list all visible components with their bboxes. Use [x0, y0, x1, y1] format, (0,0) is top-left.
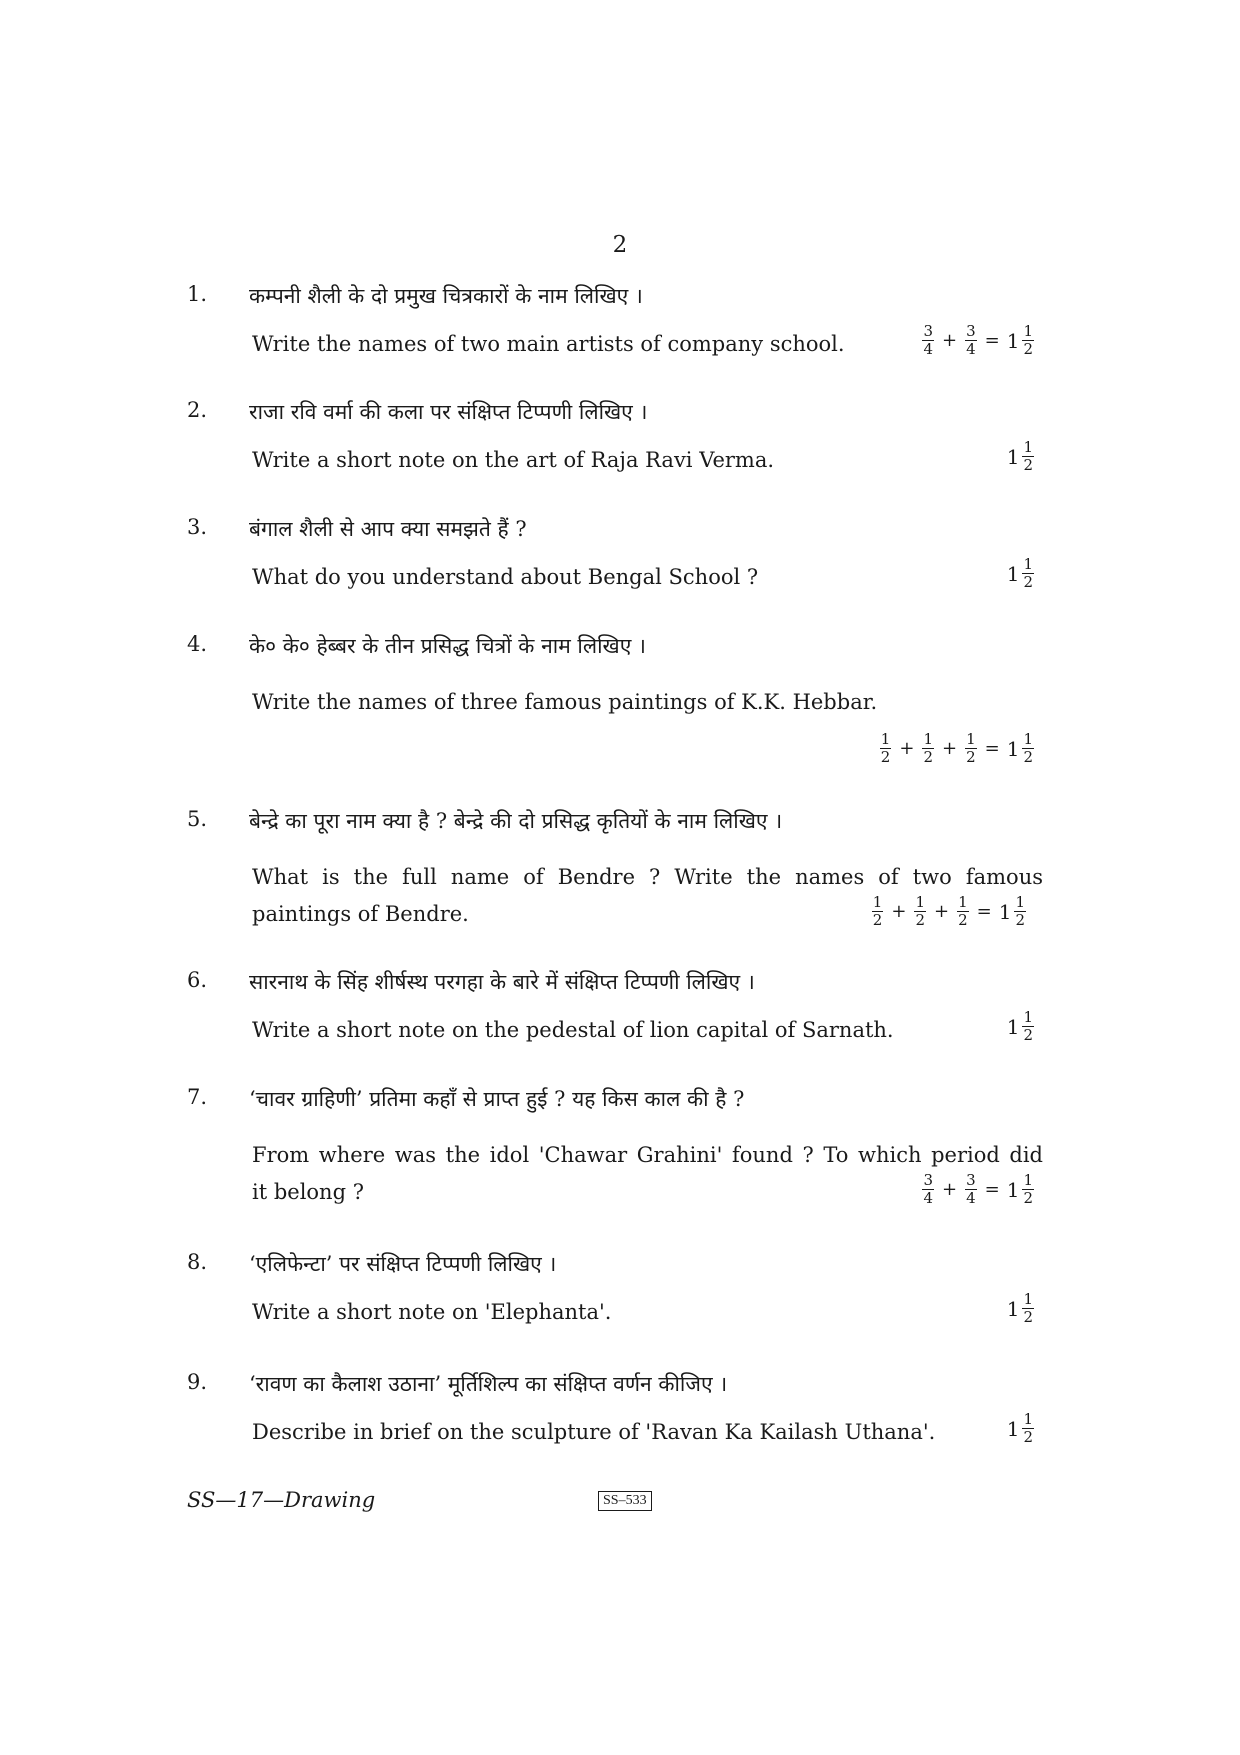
- question-hindi: राजा रवि वर्मा की कला पर संक्षिप्त टिप्पणी लिखिए ।: [249, 400, 648, 424]
- marks: 1 $\frac{1}{2}$: [1006, 555, 1033, 591]
- question-english: Write a short note on the pedestal of lion capital of Sarnath.: [252, 1018, 894, 1042]
- question-number: 5.: [187, 807, 208, 831]
- question-english: Write a short note on the art of Raja Ravi Verma.: [252, 448, 775, 472]
- question-number: 8.: [187, 1250, 208, 1274]
- mark-fraction: $\frac{1}{2}$: [872, 893, 883, 929]
- question-hindi: कम्पनी शैली के दो प्रमुख चित्रकारों के नाम लिखिए ।: [249, 284, 643, 308]
- mark-fraction: $\frac{1}{2}$: [958, 893, 968, 929]
- question-hindi: के० के० हेब्बर के तीन प्रसिद्ध चित्रों के नाम लिखिए ।: [249, 634, 646, 658]
- question-number: 4.: [187, 632, 208, 656]
- question-hindi: सारनाथ के सिंह शीर्षस्थ परगहा के बारे में संक्षिप्त टिप्पणी लिखिए ।: [249, 970, 755, 994]
- marks: $\frac{1}{2}$ + $\frac{1}{2}$ + $\frac{1}{2}$ = 1 $\frac{1}{2}$: [872, 893, 1025, 929]
- mark-fraction: $\frac{3}{4}$: [966, 1171, 976, 1207]
- mark-fraction: $\frac{1}{2}$: [966, 730, 976, 766]
- mark-fraction: $\frac{1}{2}$: [1023, 438, 1033, 474]
- footer-paper-code: SS–533: [598, 1491, 652, 1511]
- question-english-line-1: What is the full name of Bendre ? Write the names of two famous: [252, 865, 1043, 889]
- mark-fraction: $\frac{3}{4}$: [923, 1171, 933, 1207]
- question-hindi: ‘रावण का कैलाश उठाना’ मूर्तिशिल्प का संक्षिप्त वर्णन कीजिए ।: [249, 1372, 728, 1396]
- question-hindi: ‘चावर ग्राहिणी’ प्रतिमा कहाँ से प्राप्त हुई ? यह किस काल की है ?: [249, 1087, 745, 1111]
- marks: 1 $\frac{1}{2}$: [1006, 1008, 1033, 1044]
- mark-fraction: $\frac{1}{2}$: [1023, 1410, 1033, 1446]
- question-number: 6.: [187, 968, 208, 992]
- marks: 1 $\frac{1}{2}$: [1006, 1410, 1033, 1446]
- mark-fraction: $\frac{1}{2}$: [1015, 893, 1025, 929]
- mark-fraction: $\frac{3}{4}$: [923, 322, 933, 358]
- mark-fraction: $\frac{1}{2}$: [1023, 1171, 1033, 1207]
- mark-fraction: $\frac{1}{2}$: [1023, 555, 1033, 591]
- mark-fraction: $\frac{1}{2}$: [1023, 1008, 1033, 1044]
- question-number: 9.: [187, 1370, 208, 1394]
- question-english: Write the names of three famous paintings of K.K. Hebbar.: [252, 690, 878, 714]
- question-english-line-1: From where was the idol 'Chawar Grahini' found ? To which period did: [252, 1143, 1043, 1167]
- question-english-line-2: paintings of Bendre.: [252, 902, 469, 926]
- question-english: Describe in brief on the sculpture of 'Ravan Ka Kailash Uthana'.: [252, 1420, 936, 1444]
- mark-fraction: $\frac{1}{2}$: [1023, 322, 1033, 358]
- question-number: 2.: [187, 398, 208, 422]
- question-hindi: बंगाल शैली से आप क्या समझते हैं ?: [249, 517, 527, 541]
- marks: $\frac{3}{4}$ + $\frac{3}{4}$ = 1 $\frac{1}{2}$: [923, 1171, 1033, 1207]
- question-number: 1.: [187, 282, 208, 306]
- question-hindi: ‘एलिफेन्टा’ पर संक्षिप्त टिप्पणी लिखिए ।: [249, 1252, 557, 1276]
- footer-subject: SS—17—Drawing: [187, 1488, 376, 1512]
- mark-fraction: $\frac{1}{2}$: [915, 893, 925, 929]
- mark-fraction: $\frac{3}{4}$: [966, 322, 976, 358]
- marks: 1 $\frac{1}{2}$: [1006, 438, 1033, 474]
- marks: $\frac{1}{2}$ + $\frac{1}{2}$ + $\frac{1}{2}$ = 1 $\frac{1}{2}$: [880, 730, 1033, 766]
- question-english: Write the names of two main artists of company school.: [252, 332, 845, 356]
- page-number: 2: [612, 232, 628, 258]
- question-number: 3.: [187, 515, 208, 539]
- question-number: 7.: [187, 1085, 208, 1109]
- mark-fraction: $\frac{1}{2}$: [1023, 1290, 1033, 1326]
- mark-fraction: $\frac{1}{2}$: [923, 730, 933, 766]
- question-english: Write a short note on 'Elephanta'.: [252, 1300, 612, 1324]
- question-english-line-2: it belong ?: [252, 1180, 364, 1204]
- marks: 1 $\frac{1}{2}$: [1006, 1290, 1033, 1326]
- question-hindi: बेन्द्रे का पूरा नाम क्या है ? बेन्द्रे की दो प्रसिद्ध कृतियों के नाम लिखिए ।: [249, 809, 783, 833]
- question-english: What do you understand about Bengal School ?: [252, 565, 759, 589]
- marks: $\frac{3}{4}$ + $\frac{3}{4}$ = 1 $\frac{1}{2}$: [923, 322, 1033, 358]
- mark-fraction: $\frac{1}{2}$: [1023, 730, 1033, 766]
- mark-fraction: $\frac{1}{2}$: [880, 730, 891, 766]
